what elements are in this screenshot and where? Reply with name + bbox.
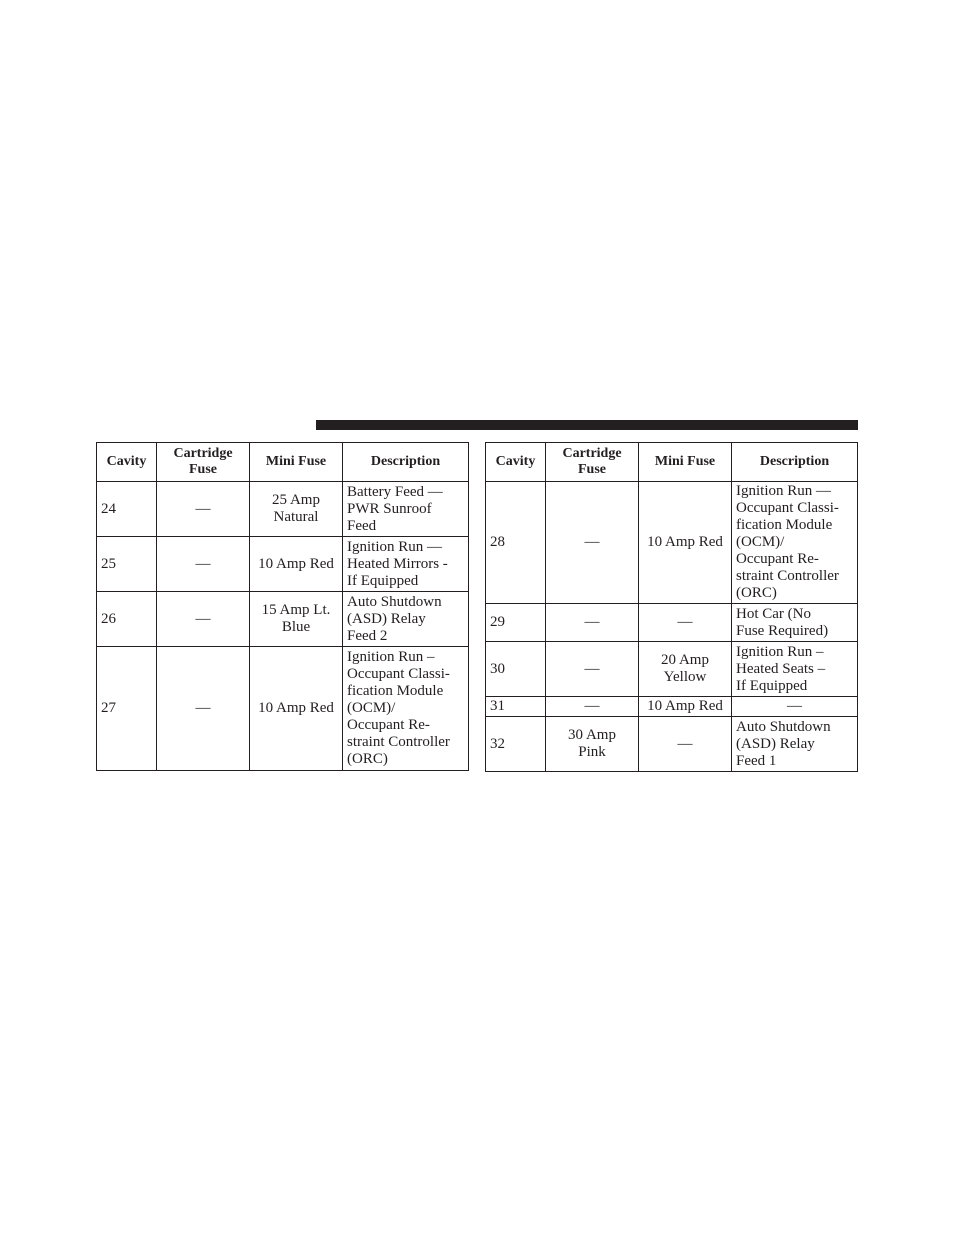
header-description: Description: [343, 443, 469, 482]
mini-fuse-cell: —: [639, 604, 732, 642]
section-header-bar: [316, 420, 858, 430]
cavity-cell: 24: [97, 482, 157, 537]
cavity-cell: 27: [97, 647, 157, 771]
description-cell: —: [732, 697, 858, 717]
cavity-cell: 30: [486, 642, 546, 697]
cavity-cell: 28: [486, 482, 546, 604]
description-cell: Battery Feed — PWR Sunroof Feed: [343, 482, 469, 537]
mini-fuse-cell: 20 Amp Yellow: [639, 642, 732, 697]
cavity-cell: 29: [486, 604, 546, 642]
cartridge-cell: 30 Amp Pink: [546, 717, 639, 772]
cartridge-cell: —: [157, 647, 250, 771]
mini-fuse-cell: 10 Amp Red: [250, 537, 343, 592]
table-row: [97, 537, 469, 592]
header-cartridge-fuse: Cartridge Fuse: [157, 443, 250, 482]
cavity-cell: 25: [97, 537, 157, 592]
mini-fuse-cell: 10 Amp Red: [639, 697, 732, 717]
table-row: [97, 482, 469, 537]
description-cell: Auto Shutdown (ASD) Relay Feed 1: [732, 717, 858, 772]
header-cartridge-fuse: Cartridge Fuse: [546, 443, 639, 482]
mini-fuse-cell: 25 Amp Natural: [250, 482, 343, 537]
cartridge-cell: —: [157, 482, 250, 537]
table-row: [97, 592, 469, 647]
cavity-cell: 31: [486, 697, 546, 717]
cartridge-cell: —: [546, 697, 639, 717]
table-header-row: [486, 443, 858, 482]
table-row: [486, 482, 858, 604]
cartridge-cell: —: [157, 537, 250, 592]
header-mini-fuse: Mini Fuse: [639, 443, 732, 482]
cartridge-cell: —: [546, 604, 639, 642]
fuse-table-left: [96, 442, 469, 771]
mini-fuse-cell: —: [639, 717, 732, 772]
fuse-table-right: [485, 442, 858, 772]
header-mini-fuse: Mini Fuse: [250, 443, 343, 482]
header-cavity: Cavity: [486, 443, 546, 482]
description-cell: Ignition Run — Occupant Classi- fication Module (OCM)/ Occupant Re- straint Controller (ORC): [732, 482, 858, 604]
mini-fuse-cell: 10 Amp Red: [250, 647, 343, 771]
table-row: [486, 697, 858, 717]
description-cell: Ignition Run — Heated Mirrors - If Equipped: [343, 537, 469, 592]
cartridge-cell: —: [546, 482, 639, 604]
table-header-row: [97, 443, 469, 482]
description-cell: Ignition Run – Occupant Classi- fication Module (OCM)/ Occupant Re- straint Controller (ORC): [343, 647, 469, 771]
header-description: Description: [732, 443, 858, 482]
table-row: [486, 604, 858, 642]
mini-fuse-cell: 10 Amp Red: [639, 482, 732, 604]
cartridge-cell: —: [157, 592, 250, 647]
description-cell: Hot Car (No Fuse Required): [732, 604, 858, 642]
table-row: [486, 642, 858, 697]
cavity-cell: 26: [97, 592, 157, 647]
table-row: [486, 717, 858, 772]
header-cavity: Cavity: [97, 443, 157, 482]
table-row: [97, 647, 469, 771]
description-cell: Auto Shutdown (ASD) Relay Feed 2: [343, 592, 469, 647]
description-cell: Ignition Run – Heated Seats – If Equipped: [732, 642, 858, 697]
cavity-cell: 32: [486, 717, 546, 772]
cartridge-cell: —: [546, 642, 639, 697]
mini-fuse-cell: 15 Amp Lt. Blue: [250, 592, 343, 647]
